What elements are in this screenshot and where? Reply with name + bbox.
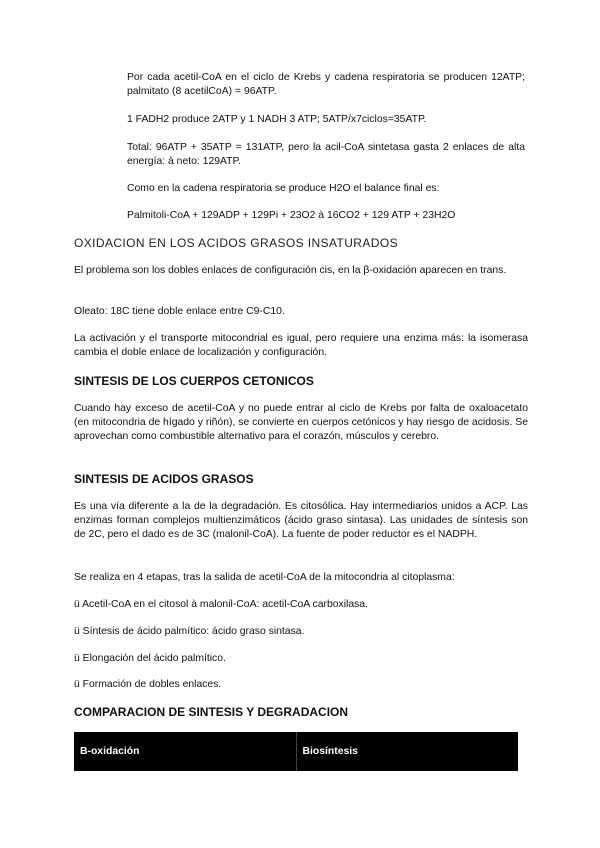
paragraph-dobles-enlaces: El problema son los dobles enlaces de configuración cis, en la β-oxidación aparecen en trans. (74, 265, 507, 276)
table-header-b-oxidacion: B-oxidación (74, 732, 296, 771)
heading-sintesis-acidos-grasos: SINTESIS DE ACIDOS GRASOS (74, 472, 254, 486)
list-item-dobles-enlaces: ü Formación de dobles enlaces. (74, 679, 222, 690)
list-item-elongacion: ü Elongación del ácido palmítico. (74, 653, 226, 664)
list-item-acetil-coa-carboxilasa: ü Acetil-CoA en el citosol à malonil-CoA: acetil-CoA carboxilasa. (74, 599, 368, 610)
paragraph-sintesis-descripcion: Es una vía diferente a la de la degradación. Es citosólica. Hay intermediarios unidos a ACP. Las enzimas forman complejos multienzimáticos (ácido graso sintasa). Las unidades de síntesis son de 2C, pero el dado es de 3C (malonil-CoA). La fuente de poder reductor es el NADPH. (74, 501, 528, 540)
paragraph-acetil-coa-krebs: Por cada acetil-CoA en el ciclo de Krebs y cadena respiratoria se producen 12ATP; palmitato (8 acetilCoA) = 96ATP. (127, 72, 525, 97)
table-header-row (74, 732, 518, 771)
heading-comparacion: COMPARACION DE SINTESIS Y DEGRADACION (74, 705, 349, 719)
paragraph-etapas-intro: Se realiza en 4 etapas, tras la salida de acetil-CoA de la mitocondria al citoplasma: (74, 572, 455, 583)
paragraph-fadh2-nadh: 1 FADH2 produce 2ATP y 1 NADH 3 ATP; 5ATP/x7ciclos=35ATP. (127, 114, 427, 125)
paragraph-cuerpos-cetonicos: Cuando hay exceso de acetil-CoA y no puede entrar al ciclo de Krebs por falta de oxaloacetato (en mitocondria de hígado y riñón), se convierte en cuerpos cetónicos y hay riesgo de acidosis. Se aprovechan como combustible alternativo para el corazón, músculos y cerebro. (74, 403, 528, 442)
table-header-biosintesis: Biosíntesis (302, 746, 358, 757)
heading-oxidacion-insaturados: OXIDACION EN LOS ACIDOS GRASOS INSATURADOS (74, 236, 398, 250)
equation-balance-final: Palmitoli-CoA + 129ADP + 129Pi + 23O2 à 16CO2 + 129 ATP + 23H2O (127, 210, 456, 221)
paragraph-activacion-isomerasa: La activación y el transporte mitocondrial es igual, pero requiere una enzima más: la isomerasa cambia el doble enlace de localización y configuración. (74, 333, 528, 358)
comparison-table (74, 732, 518, 771)
heading-cuerpos-cetonicos: SINTESIS DE LOS CUERPOS CETONICOS (74, 374, 314, 388)
paragraph-total-atp: Total: 96ATP + 35ATP = 131ATP, pero la acil-CoA sintetasa gasta 2 enlaces de alta energía: à neto: 129ATP. (127, 142, 525, 167)
paragraph-oleato: Oleato: 18C tiene doble enlace entre C9-C10. (74, 306, 285, 317)
list-item-sintesis-palmitico: ü Síntesis de ácido palmítico: ácido graso sintasa. (74, 626, 305, 637)
paragraph-balance-intro: Como en la cadena respiratoria se produce H2O el balance final es: (127, 183, 440, 194)
